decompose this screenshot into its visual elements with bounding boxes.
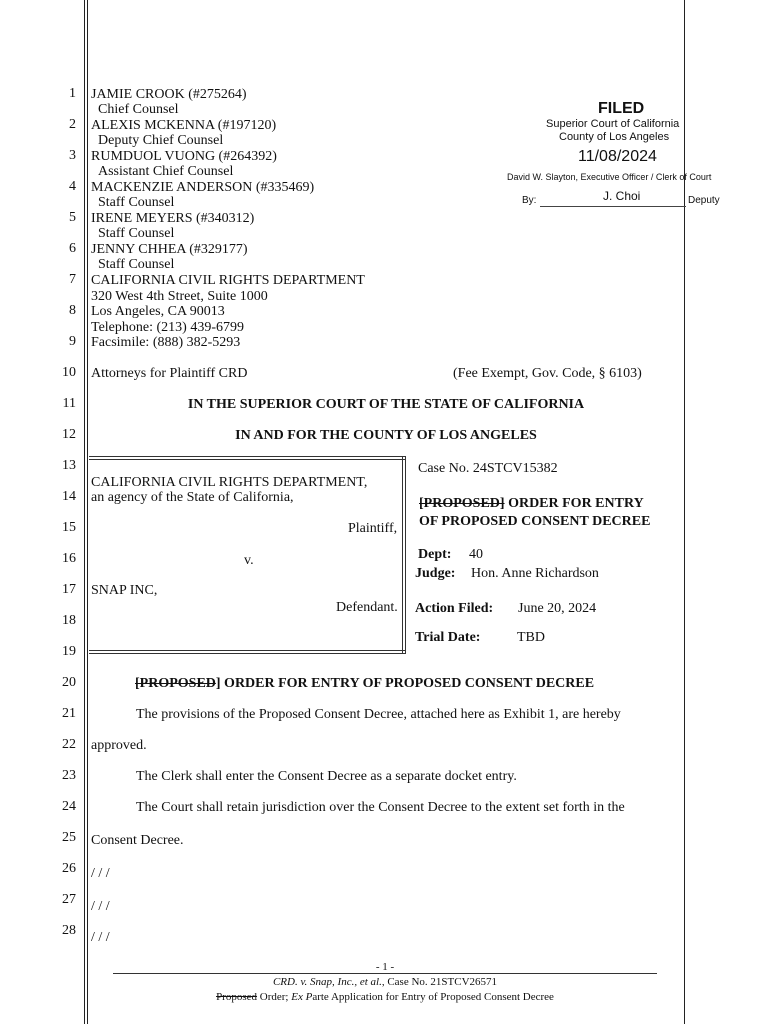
order-title-line-1 [419, 496, 644, 511]
stamp-deputy: Deputy [688, 195, 720, 206]
slashes: / / / [91, 899, 110, 914]
counsel-line: JAMIE CROOK (#275264) [91, 87, 247, 102]
footer-title-rest: arte Application for Entry of Proposed Consent Decree [312, 991, 554, 1003]
paragraph-3: The Court shall retain jurisdiction over the Consent Decree to the extent set forth in the [136, 800, 625, 815]
line-number: 10 [62, 365, 76, 380]
plaintiff-name: CALIFORNIA CIVIL RIGHTS DEPARTMENT, [91, 475, 368, 490]
defendant-name: SNAP INC, [91, 583, 158, 598]
plaintiff-description: an agency of the State of California, [91, 490, 294, 505]
counsel-line: Staff Counsel [98, 226, 175, 241]
counsel-line: RUMDUOL VUONG (#264392) [91, 149, 277, 164]
caption-top-rule [89, 459, 405, 460]
caption-bottom-rule [89, 650, 405, 651]
stamp-signature-line [540, 206, 686, 207]
versus: v. [244, 553, 254, 568]
line-number: 28 [62, 923, 76, 938]
counsel-line: 320 West 4th Street, Suite 1000 [91, 289, 268, 304]
line-number: 7 [69, 272, 76, 287]
footer-order: Order; [257, 991, 292, 1003]
paragraph-1: The provisions of the Proposed Consent Decree, attached here as Exhibit 1, are hereby [136, 707, 621, 722]
counsel-line: Staff Counsel [98, 195, 175, 210]
line-number: 5 [69, 210, 76, 225]
counsel-line: ALEXIS MCKENNA (#197120) [91, 118, 277, 133]
line-number: 6 [69, 241, 76, 256]
line-number: 24 [62, 799, 76, 814]
footer-proposed-strike: Proposed [216, 991, 258, 1003]
line-number: 12 [62, 427, 76, 442]
paragraph-2: The Clerk shall enter the Consent Decree as a separate docket entry. [136, 769, 517, 784]
stamp-county: County of Los Angeles [559, 131, 670, 143]
line-number: 21 [62, 706, 76, 721]
footer-case-number: , Case No. 21STCV26571 [381, 976, 498, 988]
footer-title [110, 991, 660, 1004]
footer-case [110, 976, 660, 989]
fee-exempt: (Fee Exempt, Gov. Code, § 6103) [453, 366, 642, 381]
slashes: / / / [91, 930, 110, 945]
line-number: 4 [69, 179, 76, 194]
judge-label: Judge: [415, 566, 456, 581]
court-county: IN AND FOR THE COUNTY OF LOS ANGELES [235, 428, 537, 443]
heading-proposed-strike: [PROPOSED [135, 676, 216, 691]
line-number: 27 [62, 892, 76, 907]
attorneys-for: Attorneys for Plaintiff CRD [91, 366, 248, 381]
slashes: / / / [91, 866, 110, 881]
margin-rule-left-1 [84, 0, 85, 1024]
order-title-text: ORDER FOR ENTRY [504, 496, 644, 511]
stamp-by-label: By: [522, 195, 537, 206]
judge-value: Hon. Anne Richardson [471, 566, 599, 581]
line-number: 25 [62, 830, 76, 845]
counsel-line: Facsimile: (888) 382-5293 [91, 335, 241, 350]
page-number: - 1 - [375, 961, 395, 973]
line-number: 26 [62, 861, 76, 876]
line-number: 20 [62, 675, 76, 690]
stamp-filed: FILED [598, 100, 645, 117]
line-number: 19 [62, 644, 76, 659]
stamp-court: Superior Court of California [546, 118, 680, 130]
counsel-line: Telephone: (213) 439-6799 [91, 320, 244, 335]
line-number: 17 [62, 582, 76, 597]
footer-rule [113, 973, 657, 974]
line-number: 8 [69, 303, 76, 318]
line-number: 22 [62, 737, 76, 752]
line-number: 14 [62, 489, 76, 504]
paragraph-1-cont: approved. [91, 738, 147, 753]
line-number: 16 [62, 551, 76, 566]
line-number: 23 [62, 768, 76, 783]
margin-rule-left-2 [87, 0, 88, 1024]
order-title-line-2: OF PROPOSED CONSENT DECREE [419, 514, 651, 529]
counsel-line: Chief Counsel [98, 102, 179, 117]
line-number: 18 [62, 613, 76, 628]
dept-label: Dept: [418, 547, 452, 562]
stamp-date: 11/08/2024 [578, 148, 657, 165]
trial-date-label: Trial Date: [415, 630, 481, 645]
counsel-line: Assistant Chief Counsel [98, 164, 234, 179]
caption-right-rule [402, 457, 403, 653]
line-number: 13 [62, 458, 76, 473]
stamp-officer: David W. Slayton, Executive Officer / Clerk of Court [507, 172, 712, 182]
order-heading [135, 676, 594, 691]
heading-text: ] ORDER FOR ENTRY OF PROPOSED CONSENT DECREE [215, 676, 595, 691]
footer-ex-italic: Ex P [291, 991, 313, 1003]
counsel-line: Staff Counsel [98, 257, 175, 272]
court-title: IN THE SUPERIOR COURT OF THE STATE OF CALIFORNIA [187, 397, 585, 412]
line-number: 11 [62, 396, 76, 411]
trial-date-value: TBD [517, 630, 545, 645]
dept-value: 40 [469, 547, 483, 562]
case-number: Case No. 24STCV15382 [418, 461, 558, 476]
defendant-label: Defendant. [336, 600, 398, 615]
line-number: 3 [69, 148, 76, 163]
counsel-line: IRENE MEYERS (#340312) [91, 211, 255, 226]
counsel-line: Deputy Chief Counsel [98, 133, 224, 148]
action-filed-label: Action Filed: [415, 601, 494, 616]
counsel-line: JENNY CHHEA (#329177) [91, 242, 248, 257]
line-number: 2 [69, 117, 76, 132]
line-number: 9 [69, 334, 76, 349]
footer-case-italic: CRD. v. Snap, Inc., et al. [272, 976, 382, 988]
proposed-strike: [PROPOSED] [419, 496, 505, 511]
plaintiff-label: Plaintiff, [348, 521, 398, 536]
line-number: 1 [69, 86, 76, 101]
margin-rule-right [684, 0, 685, 1024]
counsel-line: CALIFORNIA CIVIL RIGHTS DEPARTMENT [91, 273, 365, 288]
counsel-line: MACKENZIE ANDERSON (#335469) [91, 180, 315, 195]
counsel-line: Los Angeles, CA 90013 [91, 304, 225, 319]
paragraph-3-cont: Consent Decree. [91, 833, 184, 848]
action-filed-value: June 20, 2024 [518, 601, 597, 616]
stamp-clerk: J. Choi [603, 189, 641, 203]
line-number: 15 [62, 520, 76, 535]
